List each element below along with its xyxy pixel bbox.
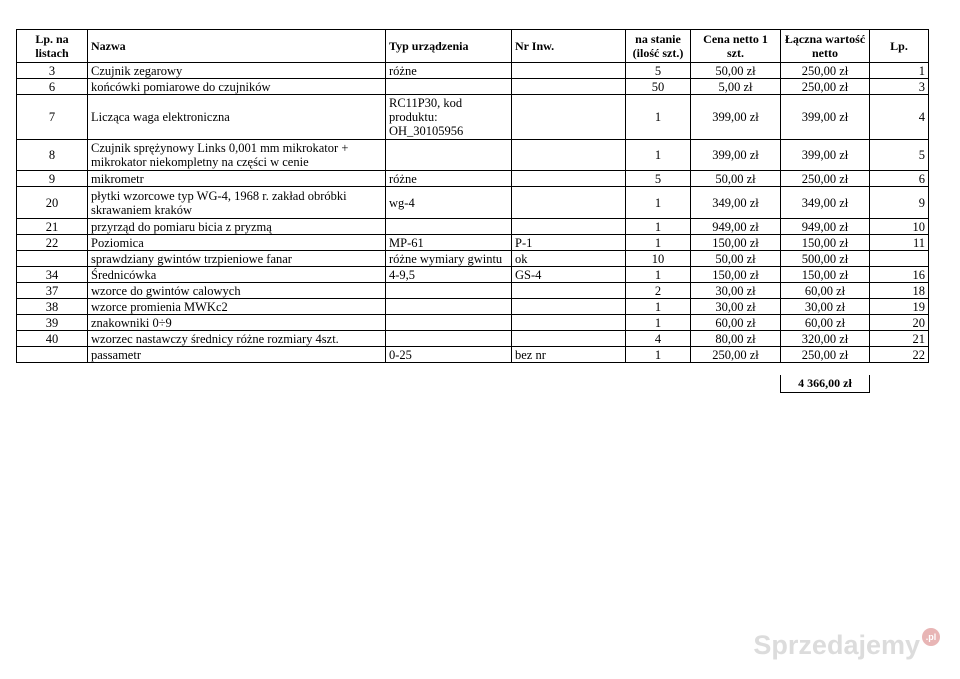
cell-lp: 19 (870, 299, 929, 315)
cell-lp-listach: 22 (17, 235, 88, 251)
cell-wartosc: 399,00 zł (781, 140, 870, 171)
watermark-logo (753, 630, 940, 661)
table-row (17, 331, 929, 347)
cell-typ: MP-61 (386, 235, 512, 251)
table-row (17, 171, 929, 187)
cell-lp: 22 (870, 347, 929, 363)
cell-typ: RC11P30, kod produktu: OH_30105956 (386, 95, 512, 140)
cell-nr-inw (512, 140, 626, 171)
cell-nr-inw (512, 79, 626, 95)
cell-nazwa: passametr (88, 347, 386, 363)
cell-wartosc: 30,00 zł (781, 299, 870, 315)
cell-nr-inw (512, 331, 626, 347)
header-lp-listach: Lp. na listach (17, 30, 88, 63)
cell-lp (870, 251, 929, 267)
cell-nazwa: sprawdziany gwintów trzpieniowe fanar (88, 251, 386, 267)
header-nr-inw: Nr Inw. (512, 30, 626, 63)
cell-wartosc: 399,00 zł (781, 95, 870, 140)
inventory-table (16, 29, 929, 363)
cell-nr-inw: P-1 (512, 235, 626, 251)
header-wartosc: Łączna wartość netto (781, 30, 870, 63)
table-header-row (17, 30, 929, 63)
header-lp: Lp. (870, 30, 929, 63)
cell-nr-inw (512, 187, 626, 219)
cell-lp: 5 (870, 140, 929, 171)
cell-lp-listach: 9 (17, 171, 88, 187)
cell-cena: 60,00 zł (691, 315, 781, 331)
cell-nr-inw: GS-4 (512, 267, 626, 283)
cell-lp: 10 (870, 219, 929, 235)
watermark-badge: .pl (922, 628, 940, 646)
cell-nazwa: mikrometr (88, 171, 386, 187)
cell-nazwa: płytki wzorcowe typ WG-4, 1968 r. zakład obróbki skrawaniem kraków (88, 187, 386, 219)
cell-nr-inw (512, 315, 626, 331)
cell-nazwa: Poziomica (88, 235, 386, 251)
cell-stan: 5 (626, 171, 691, 187)
cell-cena: 80,00 zł (691, 331, 781, 347)
table-row (17, 187, 929, 219)
cell-nr-inw (512, 63, 626, 79)
table-body (17, 63, 929, 363)
cell-nazwa: Średnicówka (88, 267, 386, 283)
cell-stan: 1 (626, 315, 691, 331)
table-row (17, 219, 929, 235)
cell-typ (386, 315, 512, 331)
cell-nr-inw (512, 171, 626, 187)
cell-typ (386, 219, 512, 235)
cell-lp-listach: 40 (17, 331, 88, 347)
cell-nazwa: wzorce promienia MWKc2 (88, 299, 386, 315)
cell-wartosc: 150,00 zł (781, 235, 870, 251)
cell-wartosc: 60,00 zł (781, 315, 870, 331)
cell-lp: 9 (870, 187, 929, 219)
cell-wartosc: 949,00 zł (781, 219, 870, 235)
cell-typ (386, 79, 512, 95)
cell-lp-listach: 20 (17, 187, 88, 219)
cell-lp-listach: 7 (17, 95, 88, 140)
cell-lp: 21 (870, 331, 929, 347)
cell-lp: 3 (870, 79, 929, 95)
cell-typ (386, 299, 512, 315)
table-row (17, 63, 929, 79)
cell-cena: 50,00 zł (691, 171, 781, 187)
table-row (17, 95, 929, 140)
table-row (17, 299, 929, 315)
cell-wartosc: 250,00 zł (781, 63, 870, 79)
table-row (17, 140, 929, 171)
cell-lp-listach: 38 (17, 299, 88, 315)
cell-nr-inw (512, 283, 626, 299)
cell-nazwa: Czujnik zegarowy (88, 63, 386, 79)
cell-lp: 4 (870, 95, 929, 140)
table-row (17, 347, 929, 363)
table-row (17, 251, 929, 267)
cell-typ: różne (386, 63, 512, 79)
cell-cena: 150,00 zł (691, 267, 781, 283)
cell-stan: 1 (626, 299, 691, 315)
cell-stan: 10 (626, 251, 691, 267)
cell-nr-inw (512, 299, 626, 315)
cell-wartosc: 250,00 zł (781, 79, 870, 95)
cell-lp-listach: 3 (17, 63, 88, 79)
cell-nazwa: znakowniki 0÷9 (88, 315, 386, 331)
cell-nazwa: końcówki pomiarowe do czujników (88, 79, 386, 95)
cell-typ (386, 331, 512, 347)
cell-lp: 20 (870, 315, 929, 331)
total-value: 4 366,00 zł (780, 375, 870, 393)
cell-cena: 349,00 zł (691, 187, 781, 219)
cell-stan: 1 (626, 140, 691, 171)
header-cena: Cena netto 1 szt. (691, 30, 781, 63)
cell-nazwa: Licząca waga elektroniczna (88, 95, 386, 140)
cell-lp: 1 (870, 63, 929, 79)
cell-cena: 5,00 zł (691, 79, 781, 95)
cell-wartosc: 60,00 zł (781, 283, 870, 299)
cell-typ (386, 283, 512, 299)
cell-lp: 6 (870, 171, 929, 187)
cell-cena: 150,00 zł (691, 235, 781, 251)
cell-wartosc: 500,00 zł (781, 251, 870, 267)
cell-cena: 30,00 zł (691, 299, 781, 315)
table-row (17, 79, 929, 95)
inventory-sheet (16, 29, 929, 363)
cell-typ (386, 140, 512, 171)
cell-stan: 1 (626, 219, 691, 235)
table-row (17, 283, 929, 299)
cell-stan: 1 (626, 347, 691, 363)
cell-stan: 1 (626, 235, 691, 251)
cell-lp-listach: 39 (17, 315, 88, 331)
cell-stan: 1 (626, 267, 691, 283)
cell-stan: 2 (626, 283, 691, 299)
table-row (17, 267, 929, 283)
cell-lp: 18 (870, 283, 929, 299)
cell-lp-listach (17, 347, 88, 363)
cell-stan: 1 (626, 187, 691, 219)
cell-wartosc: 150,00 zł (781, 267, 870, 283)
cell-cena: 250,00 zł (691, 347, 781, 363)
cell-lp-listach (17, 251, 88, 267)
header-nazwa: Nazwa (88, 30, 386, 63)
cell-typ: różne wymiary gwintu (386, 251, 512, 267)
cell-nazwa: wzorce do gwintów calowych (88, 283, 386, 299)
cell-wartosc: 250,00 zł (781, 171, 870, 187)
cell-cena: 50,00 zł (691, 63, 781, 79)
cell-lp: 16 (870, 267, 929, 283)
cell-cena: 399,00 zł (691, 95, 781, 140)
cell-stan: 5 (626, 63, 691, 79)
header-typ: Typ urządzenia (386, 30, 512, 63)
cell-lp-listach: 34 (17, 267, 88, 283)
watermark-text: Sprzedajemy (753, 630, 920, 660)
cell-nazwa: wzorzec nastawczy średnicy różne rozmiary 4szt. (88, 331, 386, 347)
cell-nazwa: Czujnik sprężynowy Links 0,001 mm mikrokator + mikrokator niekompletny na części w cenie (88, 140, 386, 171)
cell-nazwa: przyrząd do pomiaru bicia z pryzmą (88, 219, 386, 235)
cell-lp-listach: 8 (17, 140, 88, 171)
cell-stan: 4 (626, 331, 691, 347)
cell-typ: wg-4 (386, 187, 512, 219)
cell-lp-listach: 37 (17, 283, 88, 299)
header-stan: na stanie (ilość szt.) (626, 30, 691, 63)
cell-stan: 50 (626, 79, 691, 95)
cell-nr-inw: ok (512, 251, 626, 267)
cell-cena: 30,00 zł (691, 283, 781, 299)
cell-nr-inw: bez nr (512, 347, 626, 363)
cell-typ: 0-25 (386, 347, 512, 363)
cell-wartosc: 250,00 zł (781, 347, 870, 363)
cell-typ: 4-9,5 (386, 267, 512, 283)
cell-nr-inw (512, 95, 626, 140)
cell-cena: 949,00 zł (691, 219, 781, 235)
cell-cena: 399,00 zł (691, 140, 781, 171)
cell-nr-inw (512, 219, 626, 235)
cell-cena: 50,00 zł (691, 251, 781, 267)
cell-lp-listach: 6 (17, 79, 88, 95)
table-row (17, 235, 929, 251)
table-row (17, 315, 929, 331)
cell-lp: 11 (870, 235, 929, 251)
cell-stan: 1 (626, 95, 691, 140)
cell-wartosc: 320,00 zł (781, 331, 870, 347)
cell-typ: różne (386, 171, 512, 187)
cell-lp-listach: 21 (17, 219, 88, 235)
cell-wartosc: 349,00 zł (781, 187, 870, 219)
